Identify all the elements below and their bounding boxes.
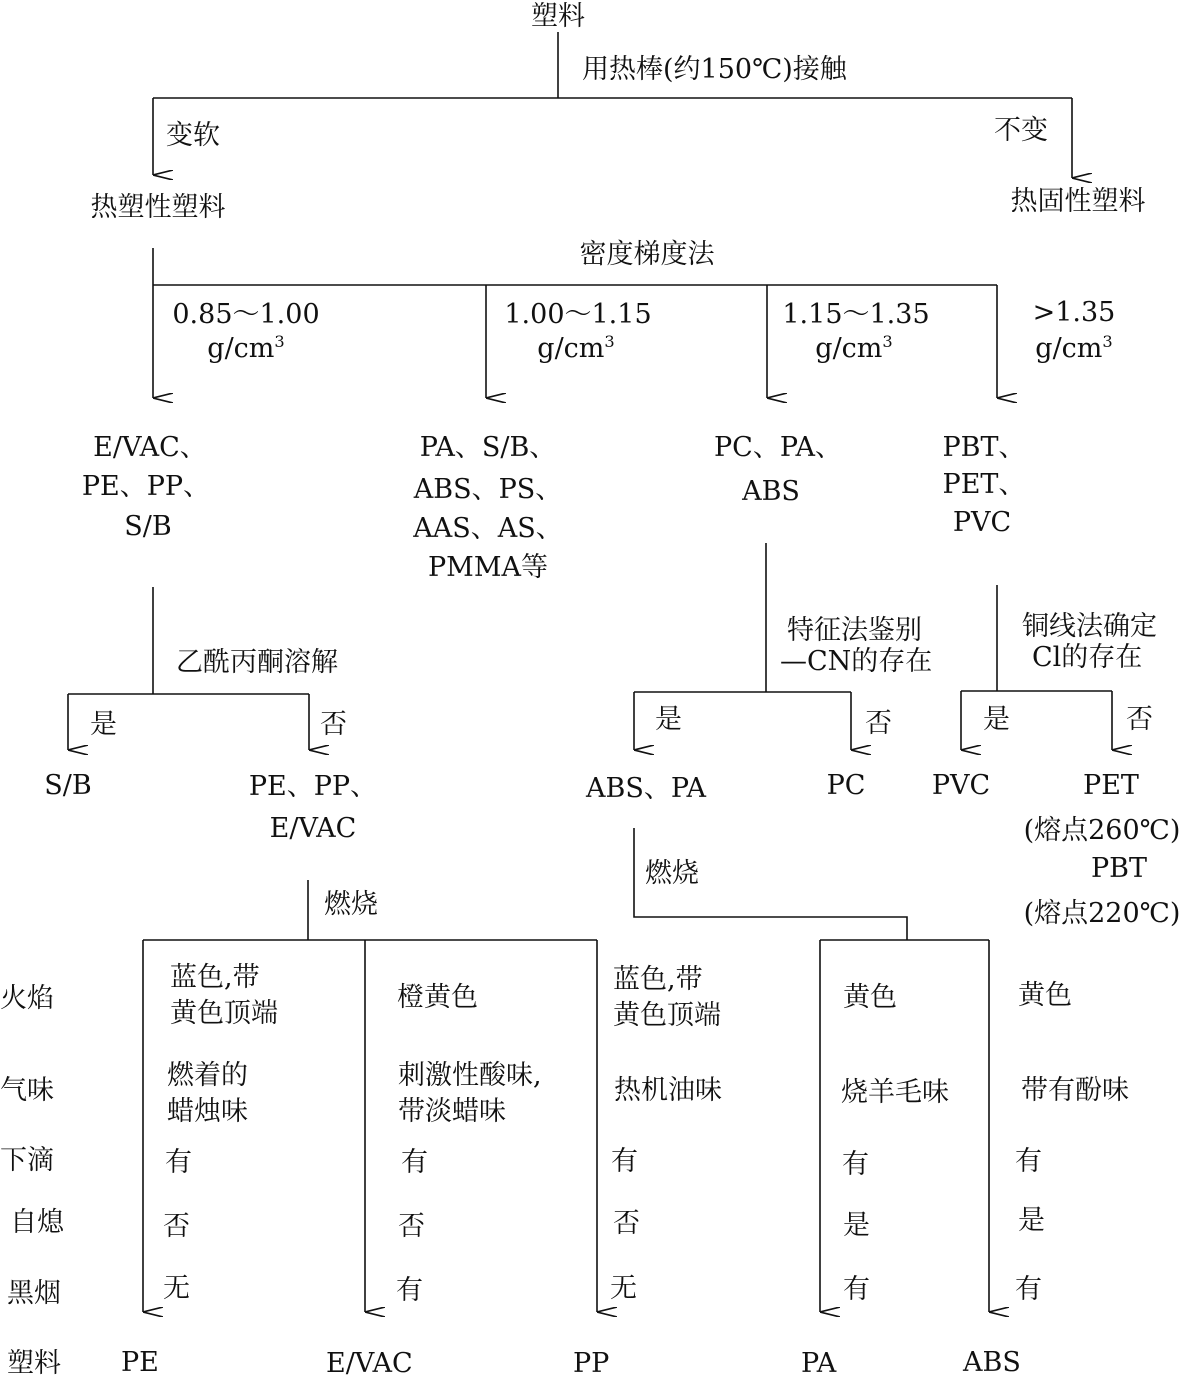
evac-smoke: 有 [396, 1275, 423, 1306]
pa-drip: 有 [842, 1149, 869, 1180]
feature-no-label: 否 [865, 708, 892, 739]
result-pc: PC [826, 770, 866, 801]
pp-self-extinguish: 否 [613, 1208, 640, 1239]
density-unit-3: $g/cm^3$ [815, 332, 893, 364]
group-4-line-2: PET、 [942, 469, 1026, 500]
result-pet: PET [1083, 770, 1139, 801]
heat-rod-test-label: 用热棒(约150℃)接触 [582, 54, 847, 85]
pe-self-extinguish: 否 [163, 1211, 190, 1242]
pa-self-extinguish: 是 [843, 1210, 870, 1241]
group-2-line-4: PMMA等 [428, 552, 548, 583]
density-unit-2: $g/cm^3$ [537, 332, 615, 364]
pa-odor: 烧羊毛味 [841, 1077, 949, 1108]
density-range-4: >1.35 [1032, 297, 1116, 328]
abs-self-extinguish: 是 [1018, 1205, 1045, 1236]
row-label-plastic: 塑料 [7, 1348, 61, 1379]
group-3-line-1: PC、PA、 [713, 432, 843, 463]
pe-odor: 燃着的 蜡烛味 [167, 1060, 248, 1128]
evac-drip: 有 [401, 1147, 428, 1178]
result-abs-pa: ABS、PA [585, 773, 707, 804]
pa-plastic: PA [801, 1348, 837, 1379]
pp-smoke: 无 [610, 1273, 637, 1304]
pe-flame: 蓝色,带 黄色顶端 [170, 962, 278, 1030]
feature-yes-label: 是 [655, 704, 682, 735]
group-1-line-1: E/VAC、 [93, 432, 207, 463]
density-range-2: 1.00～1.15 [504, 299, 652, 330]
result-pbt-melting: (熔点220℃) [1023, 898, 1181, 929]
abs-flame: 黄色 [1018, 980, 1072, 1011]
group-3-line-2: ABS [742, 476, 800, 507]
row-label-smoke: 黑烟 [7, 1278, 61, 1309]
abs-smoke: 有 [1015, 1274, 1042, 1305]
group-2-line-1: PA、S/B、 [419, 432, 557, 463]
row-label-flame: 火焰 [0, 983, 54, 1014]
pe-drip: 有 [165, 1147, 192, 1178]
abs-plastic: ABS [963, 1347, 1021, 1378]
abs-drip: 有 [1015, 1146, 1042, 1177]
pp-drip: 有 [611, 1146, 638, 1177]
acetone-yes-label: 是 [90, 709, 117, 740]
group-4-line-1: PBT、 [942, 432, 1026, 463]
copper-yes-label: 是 [983, 704, 1010, 735]
feature-test-line-2: —CN的存在 [780, 646, 933, 677]
evac-plastic: E/VAC [326, 1348, 413, 1379]
density-unit-1: $g/cm^3$ [207, 332, 285, 364]
result-pet-melting: (熔点260℃) [1023, 815, 1181, 846]
group-1-line-3: S/B [124, 511, 172, 542]
pa-smoke: 有 [843, 1274, 870, 1305]
copper-no-label: 否 [1126, 704, 1153, 735]
thermoplastic-label: 热塑性塑料 [90, 192, 226, 223]
copper-test-line-1: 铜线法确定 [1022, 611, 1157, 642]
result-pvc: PVC [931, 770, 991, 801]
density-unit-4: $g/cm^3$ [1035, 332, 1113, 364]
result-sb: S/B [44, 770, 92, 801]
group-2-line-3: AAS、AS、 [413, 513, 563, 544]
result-pe-pp-line-1: PE、PP、 [248, 771, 378, 802]
acetone-no-label: 否 [320, 709, 347, 740]
density-method-label: 密度梯度法 [579, 239, 715, 270]
group-2-line-2: ABS、PS、 [413, 474, 563, 505]
evac-self-extinguish: 否 [398, 1211, 425, 1242]
row-label-self-extinguish: 自熄 [10, 1207, 64, 1238]
row-label-drip: 下滴 [0, 1145, 54, 1176]
row-label-odor: 气味 [0, 1075, 54, 1106]
copper-test-line-2: Cl的存在 [1032, 642, 1143, 673]
result-pe-pp-line-2: E/VAC [269, 813, 357, 844]
group-4-line-3: PVC [952, 507, 1012, 538]
burn-right-label: 燃烧 [645, 858, 699, 889]
acetone-test-label: 乙酰丙酮溶解 [176, 647, 338, 678]
root-label: 塑料 [531, 1, 585, 32]
thermoset-label: 热固性塑料 [1010, 186, 1146, 217]
pp-plastic: PP [573, 1348, 610, 1379]
evac-flame: 橙黄色 [397, 982, 478, 1013]
nochange-branch-label: 不变 [994, 115, 1048, 146]
group-1-line-2: PE、PP、 [81, 471, 211, 502]
density-range-1: 0.85～1.00 [172, 299, 320, 330]
pp-flame: 蓝色,带 黄色顶端 [613, 964, 721, 1032]
burn-left-label: 燃烧 [324, 889, 378, 920]
pe-smoke: 无 [163, 1273, 190, 1304]
pp-odor: 热机油味 [614, 1075, 722, 1106]
pe-plastic: PE [121, 1347, 159, 1378]
pa-flame: 黄色 [843, 982, 897, 1013]
abs-odor: 带有酚味 [1021, 1075, 1129, 1106]
result-pbt: PBT [1090, 853, 1148, 884]
feature-test-line-1: 特征法鉴别 [787, 615, 922, 646]
evac-odor: 刺激性酸味, 带淡蜡味 [398, 1060, 542, 1128]
density-range-3: 1.15～1.35 [782, 299, 930, 330]
soften-branch-label: 变软 [166, 120, 220, 151]
